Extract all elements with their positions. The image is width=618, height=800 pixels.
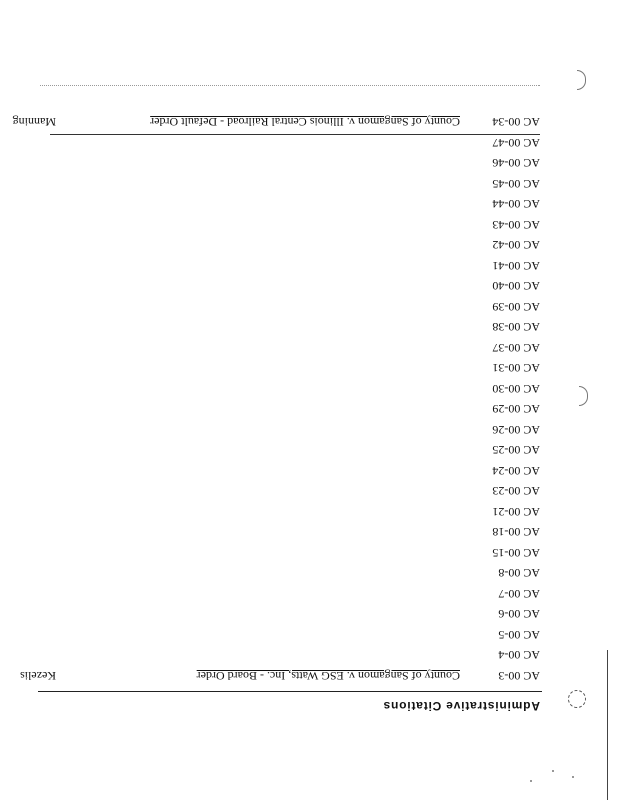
heading-rule	[38, 691, 542, 692]
citation-description: County of Sangamon v. ESG Watts, Inc. - Board Order	[196, 669, 460, 683]
list-item	[464, 216, 540, 234]
list-item	[464, 482, 540, 500]
citation-code: AC 00-39	[492, 300, 540, 314]
list-item	[464, 298, 540, 316]
citation-code: AC 00-47	[492, 136, 540, 150]
citation-assignee: Kezelis	[20, 669, 56, 683]
citation-code: AC 00-15	[492, 546, 540, 560]
list-item	[12, 113, 540, 131]
citation-code: AC 00-24	[492, 464, 540, 478]
list-item	[20, 667, 540, 685]
citation-code: AC 00-18	[492, 525, 540, 539]
citation-code: AC 00-43	[492, 218, 540, 232]
citation-code: AC 00-38	[492, 320, 540, 334]
citation-code: AC 00-30	[492, 382, 540, 396]
citation-code: AC 00-4	[498, 648, 540, 662]
citation-code: AC 00-25	[492, 443, 540, 457]
citation-code: AC 00-46	[492, 156, 540, 170]
citation-code: AC 00-45	[492, 177, 540, 191]
citation-code: AC 00-8	[498, 566, 540, 580]
list-item	[464, 400, 540, 418]
scan-speck	[552, 770, 554, 772]
citation-code: AC 00-23	[492, 484, 540, 498]
list-item	[464, 503, 540, 521]
list-item	[464, 646, 540, 664]
binder-hole-mark	[579, 386, 588, 406]
list-item	[464, 523, 540, 541]
list-item	[464, 175, 540, 193]
citation-description: County of Sangamon v. Illinois Central Railroad - Default Order	[150, 115, 460, 129]
list-item	[464, 462, 540, 480]
citation-code: AC 00-6	[498, 607, 540, 621]
seal-icon	[568, 690, 586, 708]
margin-line	[607, 650, 608, 800]
citation-code: AC 00-29	[492, 402, 540, 416]
list-item	[464, 257, 540, 275]
binder-hole-mark	[577, 70, 586, 90]
citation-code: AC 00-34	[492, 115, 540, 129]
list-item	[464, 154, 540, 172]
list-item	[464, 339, 540, 357]
citation-code: AC 00-26	[492, 423, 540, 437]
list-item	[464, 134, 540, 152]
citation-assignee: Manning	[12, 115, 56, 129]
citation-code: AC 00-41	[492, 259, 540, 273]
citation-code: AC 00-42	[492, 238, 540, 252]
list-item	[464, 236, 540, 254]
list-item	[464, 585, 540, 603]
list-item	[464, 605, 540, 623]
page-heading: Administrative Citations	[382, 699, 540, 713]
list-item	[464, 544, 540, 562]
citation-code: AC 00-31	[492, 361, 540, 375]
list-item	[464, 380, 540, 398]
list-item	[464, 318, 540, 336]
citation-code: AC 00-5	[498, 628, 540, 642]
citation-code: AC 00-7	[498, 587, 540, 601]
list-item	[464, 441, 540, 459]
citation-code: AC 00-37	[492, 341, 540, 355]
list-item	[464, 564, 540, 582]
scan-speck	[530, 780, 532, 782]
list-item	[464, 195, 540, 213]
citation-code: AC 00-40	[492, 279, 540, 293]
list-item	[464, 421, 540, 439]
list-item	[464, 626, 540, 644]
entry-separator-rule	[50, 134, 540, 135]
citation-code: AC 00-21	[492, 505, 540, 519]
footer-dotted-rule	[40, 85, 540, 86]
citation-code: AC 00-44	[492, 197, 540, 211]
scan-speck	[572, 776, 574, 778]
list-item	[464, 359, 540, 377]
list-item	[464, 277, 540, 295]
citation-code: AC 00-3	[498, 669, 540, 683]
